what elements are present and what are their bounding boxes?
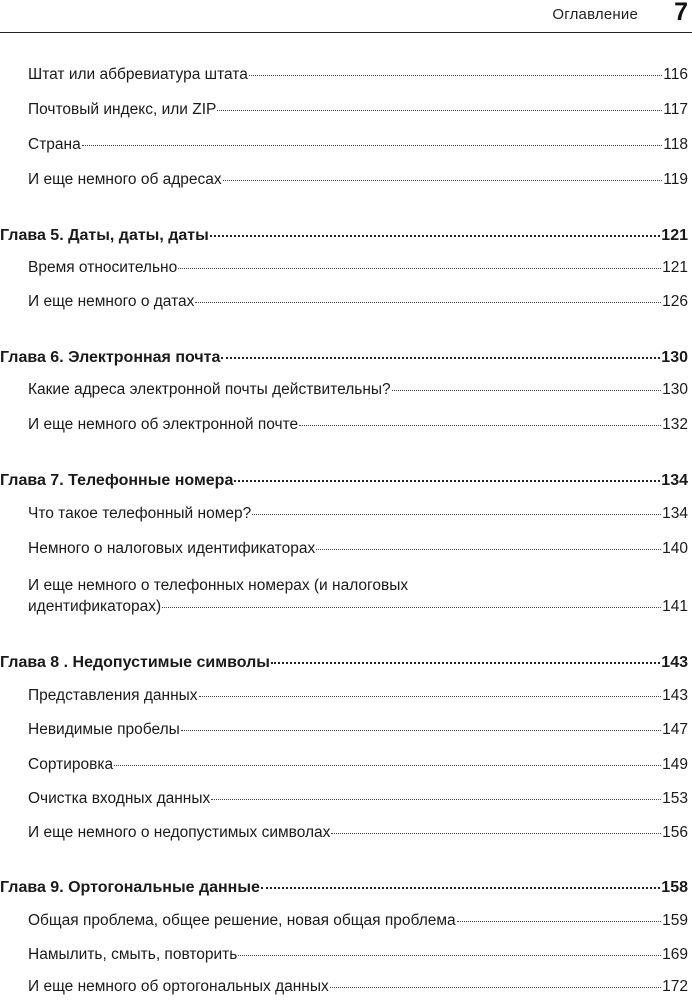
toc-entry-page: 156 (662, 824, 688, 841)
dot-leader (223, 180, 663, 181)
toc-entry-title: Представления данных (28, 687, 198, 704)
dot-leader (316, 549, 661, 550)
toc-entry[interactable] (0, 136, 692, 154)
toc-entry-page: 121 (662, 259, 688, 276)
dot-leader (211, 799, 661, 800)
dot-leader (195, 302, 661, 303)
toc-entry[interactable] (0, 912, 692, 930)
toc-entry-page: 141 (662, 598, 688, 615)
toc-entry[interactable] (0, 946, 692, 964)
toc-entry-page: 130 (662, 381, 688, 398)
toc-entry-title: И еще немного об адресах (28, 171, 222, 188)
toc-chapter-title: Глава 7. Телефонные номера (0, 472, 234, 489)
toc-entry-page: 126 (662, 293, 688, 310)
toc-chapter[interactable] (0, 472, 692, 490)
dot-leader (392, 390, 661, 391)
running-header-title: Оглавление (552, 6, 638, 23)
toc-entry[interactable] (0, 416, 692, 434)
toc-chapter-title: Глава 9. Ортогональные данные (0, 879, 260, 896)
toc-entry-page: 143 (662, 687, 688, 704)
toc-entry-title: И еще немного о датах (28, 293, 195, 310)
toc-entry[interactable] (0, 824, 692, 842)
toc-entry-page: 118 (663, 136, 688, 153)
page-number: 7 (674, 0, 688, 26)
dot-leader (299, 425, 661, 426)
toc-entry-page: 149 (662, 756, 688, 773)
toc-entry-title-line2: идентификаторах) (28, 598, 162, 615)
toc-entry-title: Намылить, смыть, повторить (28, 946, 238, 963)
dot-leader (331, 833, 661, 834)
toc-entry[interactable] (0, 505, 692, 523)
toc-chapter[interactable] (0, 349, 692, 367)
toc-entry[interactable] (0, 540, 692, 558)
toc-entry[interactable] (0, 687, 692, 705)
dot-leader (261, 887, 660, 889)
toc-entry[interactable] (0, 66, 692, 84)
dot-leader (330, 987, 661, 988)
dot-leader (249, 75, 662, 76)
toc-entry-title: Страна (28, 136, 81, 153)
dot-leader (178, 268, 661, 269)
toc-entry[interactable] (0, 171, 692, 189)
toc-entry-title: И еще немного о недопустимых символах (28, 824, 331, 841)
toc-entry-page: 117 (663, 101, 688, 118)
toc-chapter-title: Глава 8 . Недопустимые символы (0, 654, 270, 671)
toc-entry[interactable] (0, 259, 692, 277)
toc-chapter[interactable] (0, 879, 692, 897)
toc-chapter-page: 158 (661, 879, 688, 896)
toc-entry-title-line1: И еще немного о телефонных номерах (и налоговых (28, 577, 409, 594)
toc-entry-page: 147 (662, 721, 688, 738)
toc-entry[interactable] (0, 381, 692, 399)
toc-entry-title: Время относительно (28, 259, 178, 276)
toc-entry[interactable] (0, 101, 692, 119)
toc-entry[interactable] (0, 756, 692, 774)
dot-leader (271, 662, 660, 664)
dot-leader (82, 145, 663, 146)
toc-entry-page: 172 (662, 978, 688, 995)
dot-leader (162, 607, 661, 608)
dot-leader (238, 955, 661, 956)
dot-leader (210, 235, 661, 237)
toc-entry[interactable] (0, 790, 692, 808)
toc-chapter[interactable] (0, 227, 692, 245)
toc-entry[interactable] (0, 978, 692, 996)
toc-entry-title: Почтовый индекс, или ZIP (28, 101, 217, 118)
toc-entry-page: 119 (663, 171, 688, 188)
dot-leader (221, 357, 660, 359)
toc-entry[interactable] (0, 574, 692, 616)
toc-entry-title: Общая проблема, общее решение, новая общая проблема (28, 912, 456, 929)
toc-entry-page: 140 (662, 540, 688, 557)
toc-chapter-page: 121 (661, 227, 688, 244)
toc-entry-title: И еще немного об ортогональных данных (28, 978, 329, 995)
toc-entry-title: Что такое телефонный номер? (28, 505, 252, 522)
toc-entry-title: Штат или аббревиатура штата (28, 66, 248, 83)
toc-entry-page: 132 (662, 416, 688, 433)
dot-leader (199, 696, 662, 697)
toc-chapter-title: Глава 6. Электронная почта (0, 349, 221, 366)
toc-entry-title: Немного о налоговых идентификаторах (28, 540, 316, 557)
dot-leader (217, 110, 662, 111)
toc-chapter-title: Глава 5. Даты, даты, даты (0, 227, 209, 244)
toc-entry-page: 116 (663, 66, 688, 83)
toc-entry[interactable] (0, 721, 692, 739)
dot-leader (181, 730, 661, 731)
toc-chapter-page: 130 (661, 349, 688, 366)
toc-chapter-page: 143 (661, 654, 688, 671)
toc-entry-title: Невидимые пробелы (28, 721, 180, 738)
toc-chapter-page: 134 (661, 472, 688, 489)
dot-leader (114, 765, 661, 766)
dot-leader (234, 480, 660, 482)
toc-entry-page: 159 (662, 912, 688, 929)
toc-entry-title: Сортировка (28, 756, 114, 773)
toc-entry[interactable] (0, 293, 692, 311)
toc-chapter[interactable] (0, 654, 692, 672)
dot-leader (457, 921, 661, 922)
toc-entry-page: 169 (662, 946, 688, 963)
toc-entry-page: 153 (662, 790, 688, 807)
toc-entry-title: Очистка входных данных (28, 790, 211, 807)
toc-entry-title: Какие адреса электронной почты действительны? (28, 381, 391, 398)
toc-entry-title: И еще немного об электронной почте (28, 416, 299, 433)
dot-leader (252, 514, 661, 515)
toc-entry-page: 134 (662, 505, 688, 522)
